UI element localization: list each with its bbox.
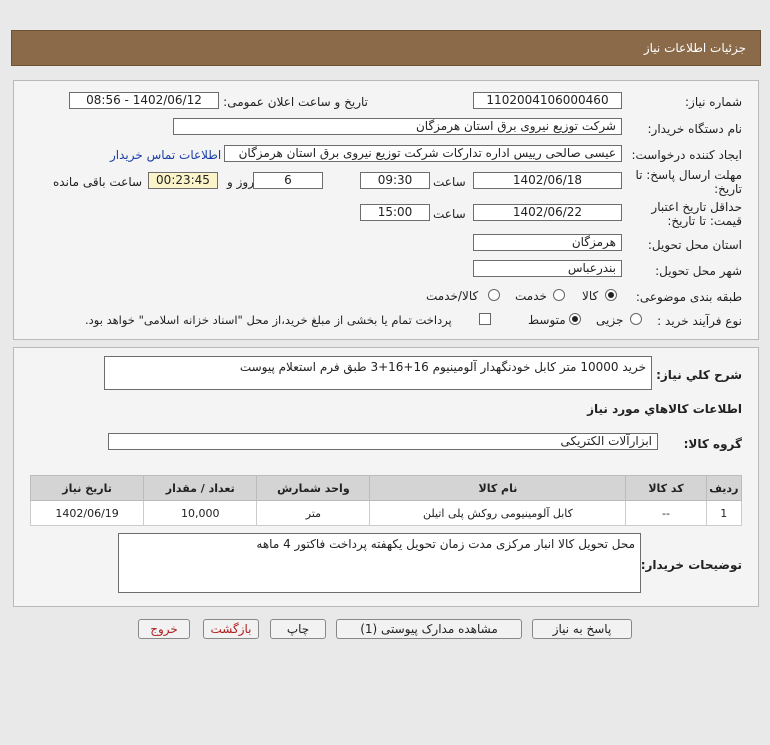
cell-quantity: 10,000 (144, 501, 257, 526)
cell-name: کابل آلومینیومی روکش پلی اتیلن (370, 501, 626, 526)
validity-time-field[interactable]: 15:00 (360, 204, 430, 221)
buyer-notes-field[interactable]: محل تحویل کالا انبار مرکزی مدت زمان تحویل یکهفته پرداخت فاکتور 4 ماهه (118, 533, 641, 593)
category-label: طبقه بندی موضوعی: (635, 290, 742, 304)
summary-field[interactable]: خرید 10000 متر کابل خودنگهدار آلومینیوم 16+16+3 طبق فرم استعلام پیوست (104, 356, 652, 390)
treasury-text: پرداخت تمام یا بخشی از مبلغ خرید،از محل "اسناد خزانه اسلامی" خواهد بود. (85, 313, 452, 327)
days-label: روز و (227, 175, 254, 189)
table-header-row (31, 476, 742, 501)
buyer-org-label: نام دستگاه خریدار: (647, 122, 742, 136)
category-goods-label: کالا (582, 289, 599, 303)
reply-time-field[interactable]: 09:30 (360, 172, 430, 189)
process-minor-label: جزیی (596, 313, 624, 327)
validity-date-field[interactable]: 1402/06/22 (473, 204, 622, 221)
buyer-contact-link[interactable]: اطلاعات تماس خریدار (110, 148, 222, 162)
city-label: شهر محل تحویل: (655, 264, 742, 278)
category-goods-radio[interactable] (605, 289, 617, 301)
remaining-time-field: 00:23:45 (148, 172, 218, 189)
print-button[interactable]: چاپ (270, 619, 326, 639)
summary-label: شرح کلي نياز: (656, 368, 742, 382)
goods-group-field[interactable]: ابزارآلات الکتریکی (108, 433, 658, 450)
category-service-radio[interactable] (553, 289, 565, 301)
goods-table (30, 475, 742, 526)
process-medium-radio[interactable] (569, 313, 581, 325)
col-header-code: کد کالا (626, 476, 706, 501)
reply-button[interactable]: پاسخ به نیاز (532, 619, 632, 639)
price-validity-label: حداقل تاریخ اعتبار (651, 200, 742, 214)
cell-unit: متر (257, 501, 370, 526)
cell-code: -- (626, 501, 706, 526)
buyer-org-field[interactable]: شرکت توزیع نیروی برق استان هرمزگان (173, 118, 622, 135)
col-header-need-date: تاریخ نیاز (31, 476, 144, 501)
province-field[interactable]: هرمزگان (473, 234, 622, 251)
back-button[interactable]: بازگشت (203, 619, 259, 639)
col-header-quantity: تعداد / مقدار (144, 476, 257, 501)
category-goods-service-label: کالا/خدمت (426, 289, 479, 303)
col-header-name: نام کالا (370, 476, 626, 501)
validity-time-label: ساعت (433, 207, 466, 221)
process-medium-label: متوسط (528, 313, 566, 327)
remaining-time-label: ساعت باقی مانده (53, 175, 143, 189)
reply-time-label: ساعت (433, 175, 466, 189)
category-service-label: خدمت (515, 289, 547, 303)
category-goods-service-radio[interactable] (488, 289, 500, 301)
process-type-label: نوع فرآیند خرید : (657, 314, 742, 328)
view-attachments-button[interactable]: مشاهده مدارک پیوستی (1) (336, 619, 522, 639)
reply-date-field[interactable]: 1402/06/18 (473, 172, 622, 189)
need-number-field[interactable]: 1102004106000460 (473, 92, 622, 109)
goods-section-title: اطلاعات کالاهاي مورد نياز (587, 402, 742, 416)
col-header-unit: واحد شمارش (257, 476, 370, 501)
reply-deadline-label-2: تاریخ: (714, 182, 742, 196)
need-number-label: شماره نیاز: (685, 95, 742, 109)
goods-group-label: گروه کالا: (683, 437, 742, 451)
treasury-checkbox[interactable] (479, 313, 491, 325)
province-label: استان محل تحویل: (647, 238, 742, 252)
city-field[interactable]: بندرعباس (473, 260, 622, 277)
table-row[interactable] (31, 501, 742, 526)
announce-date-label: تاریخ و ساعت اعلان عمومی: (223, 95, 368, 109)
col-header-row-number: ردیف (706, 476, 741, 501)
cell-row-number: 1 (706, 501, 741, 526)
creator-field[interactable]: عیسی صالحی رییس اداره تدارکات شرکت توزیع نیروی برق استان هرمزگان (224, 145, 622, 162)
page-title: جزئیات اطلاعات نیاز (643, 41, 746, 55)
page-header (11, 30, 761, 66)
price-validity-label-2: قیمت: تا تاریخ: (667, 214, 742, 228)
buyer-notes-label: توضیحات خریدار: (640, 558, 742, 572)
cell-need-date: 1402/06/19 (31, 501, 144, 526)
process-minor-radio[interactable] (630, 313, 642, 325)
reply-deadline-label: مهلت ارسال پاسخ: تا (635, 168, 742, 182)
exit-button[interactable]: خروج (138, 619, 190, 639)
announce-date-field[interactable]: 1402/06/12 - 08:56 (69, 92, 219, 109)
creator-label: ایجاد کننده درخواست: (631, 148, 742, 162)
remaining-days-field[interactable]: 6 (253, 172, 323, 189)
